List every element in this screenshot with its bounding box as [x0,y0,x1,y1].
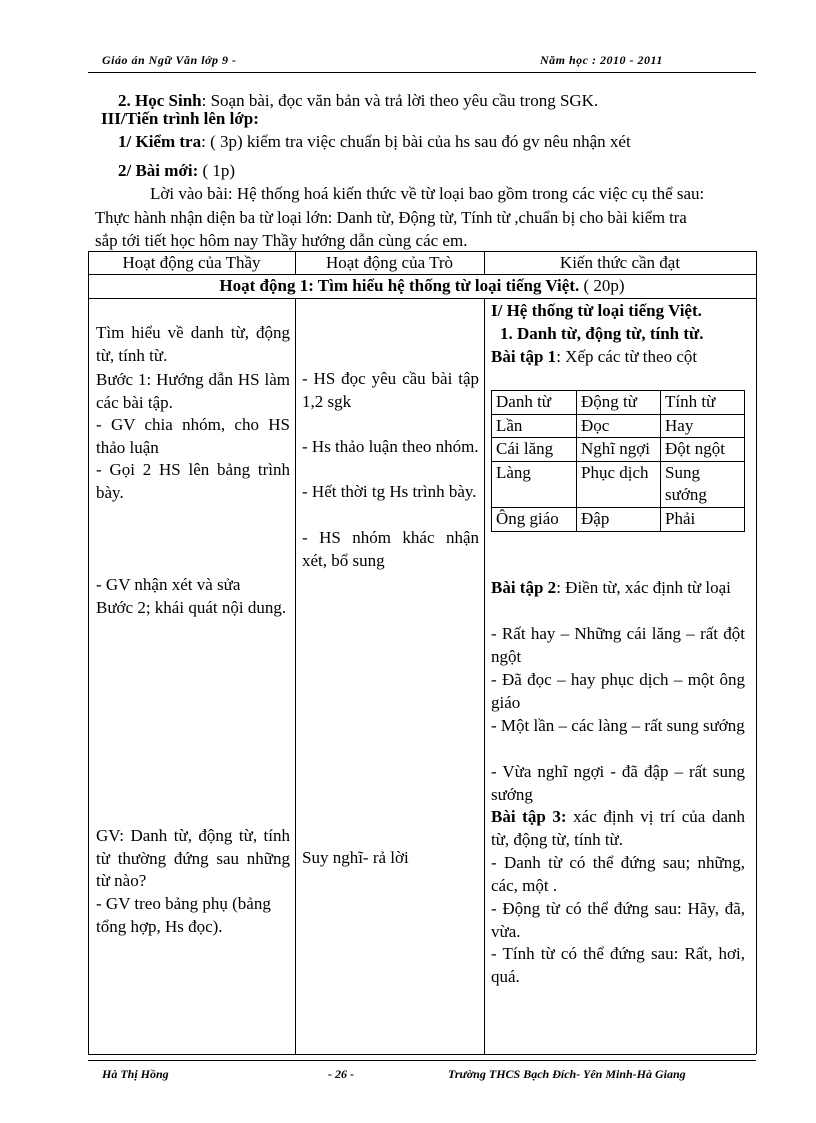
word-table-header-cell: Danh từ [492,391,577,415]
student-p4: - HS nhóm khác nhận xét, bổ sung [302,528,479,570]
word-cell: Hay [661,414,745,438]
word-table-header-cell: Tính từ [661,391,745,415]
bt1-line [491,346,751,369]
bt3-item: - Danh từ có thể đứng sau; những, các, một . [491,853,745,895]
word-table-header-cell: Động từ [577,391,661,415]
teacher-p1: Tìm hiểu về danh từ, động từ, tính từ. [96,323,290,365]
footer-rule [88,1060,756,1061]
student-p1: - HS đọc yêu cầu bài tập 1,2 sgk [302,369,479,411]
word-cell: Phục dịch [577,461,661,507]
footer-right: Trường THCS Bạch Đích- Yên Minh-Hà Giang [448,1067,686,1081]
table-row [492,414,745,438]
bt3-line [491,806,745,851]
student-p2: - Hs thảo luận theo nhóm. [302,437,479,456]
bt2-line [491,577,745,600]
col-header-knowledge: Kiến thức cần đạt [559,253,681,272]
footer-page-number: - 26 - [328,1067,354,1081]
section-heading [88,275,756,298]
word-table-header [492,391,745,415]
word-cell: Đập [577,507,661,531]
word-cell: Nghĩ ngợi [577,438,661,462]
word-table [491,390,745,532]
knowledge-title2-text: 1. Danh từ, động từ, tính từ. [500,324,704,343]
header-left: Giáo án Ngữ Văn lớp 9 - [102,53,237,67]
kiem-tra-label: 1/ Kiểm tra [118,132,202,151]
word-cell: Ông giáo [492,507,577,531]
teacher-p4: - Gọi 2 HS lên bảng trình bày. [96,460,290,502]
table-row [492,507,745,531]
table-divider-1b [295,298,296,1054]
bt2-item: - Một lần – các làng – rất sung sướng [491,716,745,735]
kiem-tra-line [118,131,631,153]
loi-vao-bai-2: Thực hành nhận diện ba từ loại lớn: Danh từ, Động từ, Tính từ ,chuẩn bị cho bài kiểm tra [95,208,687,227]
tien-trinh-heading [101,108,259,130]
word-cell: Phải [661,507,745,531]
col-header-student: Hoạt động của Trò [325,253,454,272]
teacher-p6: Bước 2; khái quát nội dung. [96,598,287,617]
knowledge-title1-text: I/ Hệ thống từ loại tiếng Việt. [491,301,702,320]
table-divider-2b [484,298,485,1054]
word-cell: Cái lăng [492,438,577,462]
bt2-label: Bài tập 2 [491,578,557,597]
bt2-item: - Vừa nghĩ ngợi - đã đập – rất sung sướng [491,762,745,804]
bt2-item: - Rất hay – Những cái lăng – rất đột ngột [491,624,745,666]
teacher-p7: GV: Danh từ, động từ, tính từ thường đứng sau những từ nào? [96,826,290,891]
bt3-item: - Động từ có thể đứng sau: Hãy, đã, vừa. [491,899,745,941]
word-cell: Đột ngột [661,438,745,462]
loi-vao-bai-3: sắp tới tiết học hôm nay Thầy hướng dẫn cùng các em. [95,231,468,250]
bt1-text: : Xếp các từ theo cột [556,347,698,366]
knowledge-title1 [491,300,751,323]
teacher-p2: Bước 1: Hướng dẫn HS làm các bài tập. [96,370,290,412]
bai-moi-label: 2/ Bài mới: [118,161,199,180]
hoc-sinh-label: 2. Học Sinh [118,91,202,110]
tien-trinh-text: III/Tiến trình lên lớp: [101,109,259,128]
bai-moi-text: ( 1p) [198,161,236,180]
loi-vao-bai-1: Lời vào bài: Hệ thống hoá kiến thức về từ loại bao gồm trong các việc cụ thể sau: [150,184,705,203]
table-row [492,438,745,462]
kiem-tra-text: : ( 3p) kiểm tra việc chuẩn bị bài của hs sau đó gv nêu nhận xét [201,132,631,151]
word-cell: Sung sướng [661,461,745,507]
word-cell: Đọc [577,414,661,438]
table-border-right [756,251,757,1054]
bt3-text: xác định vị trí của danh từ, động từ, tính từ. [491,807,745,849]
knowledge-title2 [500,323,755,346]
section-label: Hoạt động 1: Tìm hiểu hệ thống từ loại tiếng Việt. [219,276,580,295]
teacher-p8: - GV treo bảng phụ (bảng tổng hợp, Hs đọc). [96,894,271,936]
col-header-teacher: Hoạt động của Thầy [122,253,261,272]
teacher-p3: - GV chia nhóm, cho HS thảo luận [96,415,290,457]
student-p5: Suy nghĩ- rả lời [302,848,409,867]
bt2-item: - Đã đọc – hay phục dịch – một ông giáo [491,670,745,712]
bt1-label: Bài tập 1 [491,347,557,366]
teacher-p5: - GV nhận xét và sửa [96,575,241,594]
bt2-text: : Điền từ, xác định từ loại [556,578,731,597]
student-p3: - Hết thời tg Hs trình bày. [302,482,477,501]
bt3-label: Bài tập 3: [491,807,567,826]
table-border-bottom [88,1054,756,1055]
hoc-sinh-text: : Soạn bài, đọc văn bản và trả lời theo yêu cầu trong SGK. [201,91,599,110]
footer-left: Hà Thị Hồng [102,1067,169,1081]
table-section-bottom [88,298,756,299]
table-row [492,461,745,507]
bai-moi-line [118,160,235,182]
section-time: ( 20p) [579,276,625,295]
table-border-left [88,251,89,1054]
bt3-item: - Tính từ có thể đứng sau: Rất, hơi, quá. [491,944,745,986]
header-right: Năm học : 2010 - 2011 [540,53,663,67]
word-cell: Lần [492,414,577,438]
header-rule [88,72,756,73]
word-cell: Làng [492,461,577,507]
